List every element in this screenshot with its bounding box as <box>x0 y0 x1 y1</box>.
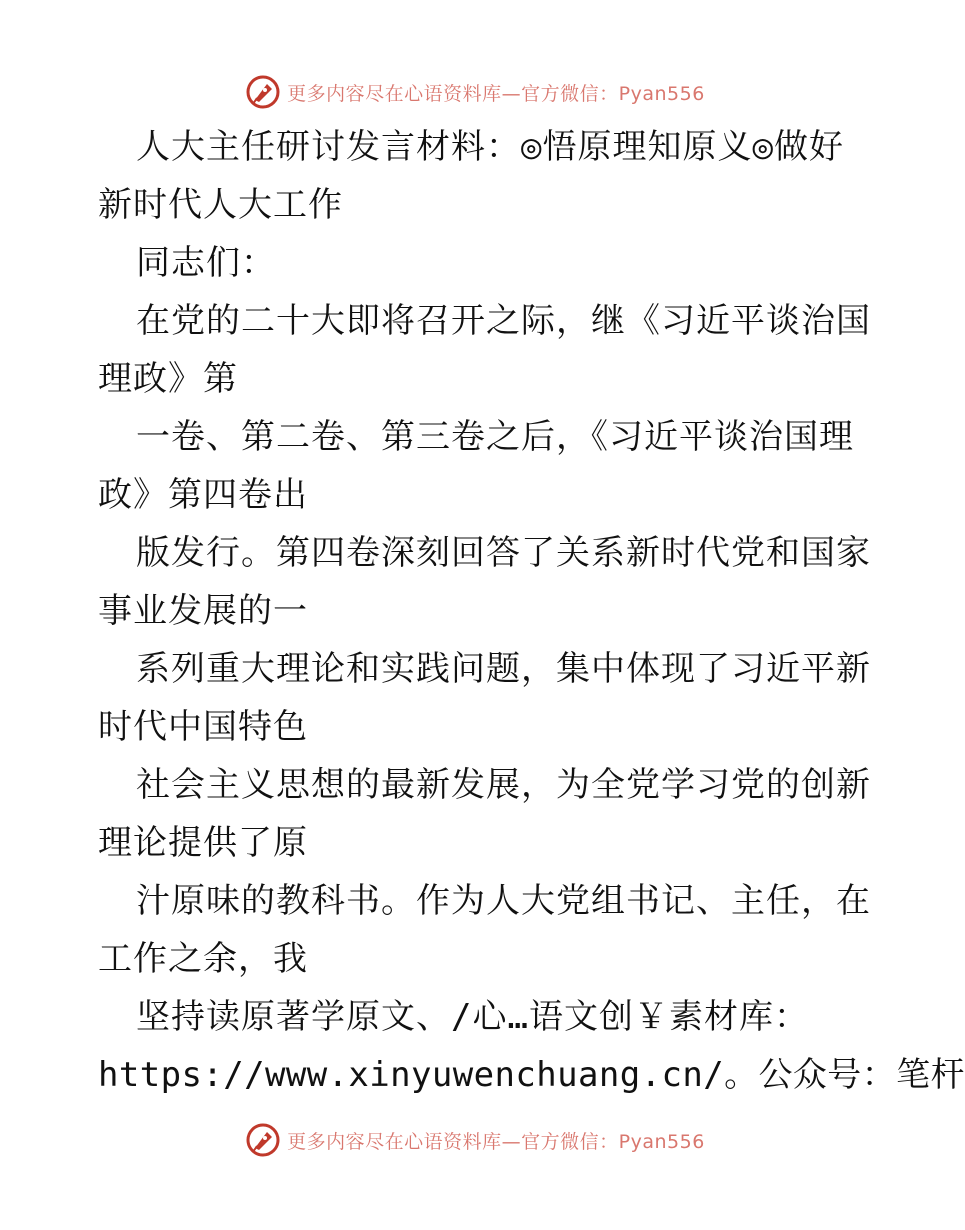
footer-banner-text: 更多内容尽在心语资料库—官方微信：Pyan556 <box>287 1130 705 1153</box>
text-line: 理政》第 <box>98 359 238 399</box>
text-line: 坚持读原著学原文、/心…语文创￥素材库： <box>136 997 809 1037</box>
header-banner-text: 更多内容尽在心语资料库—官方微信：Pyan556 <box>287 82 705 105</box>
pen-nib-seal-icon <box>245 1122 281 1158</box>
header-banner <box>0 72 950 112</box>
text-line: 汁原味的教科书。作为人大党组书记、主任，在 <box>136 881 871 921</box>
text-line: 人大主任研讨发言材料：◎悟原理知原义◎做好 <box>136 127 844 167</box>
text-line: 政》第四卷出 <box>98 475 308 515</box>
text-line: 系列重大理论和实践问题，集中体现了习近平新 <box>136 649 871 689</box>
text-line: 时代中国特色 <box>98 707 308 747</box>
text-line: 社会主义思想的最新发展，为全党学习党的创新 <box>136 765 871 805</box>
document-body <box>98 118 965 1104</box>
text-line: 事业发展的一 <box>98 591 308 631</box>
text-line: 理论提供了原 <box>98 823 308 863</box>
text-line: 在党的二十大即将召开之际，继《习近平谈治国 <box>136 301 871 341</box>
text-line: 版发行。第四卷深刻回答了关系新时代党和国家 <box>136 533 871 573</box>
text-line: 一卷、第二卷、第三卷之后，《习近平谈治国理 <box>136 417 854 457</box>
text-line: 新时代人大工作 <box>98 185 343 225</box>
pen-nib-seal-icon <box>245 74 281 110</box>
text-line: 工作之余，我 <box>98 939 308 979</box>
text-line: https://www.xinyuwenchuang.cn/。公众号：笔杆 <box>98 1055 965 1095</box>
text-line: 同志们： <box>136 243 276 283</box>
footer-banner <box>0 1120 950 1160</box>
